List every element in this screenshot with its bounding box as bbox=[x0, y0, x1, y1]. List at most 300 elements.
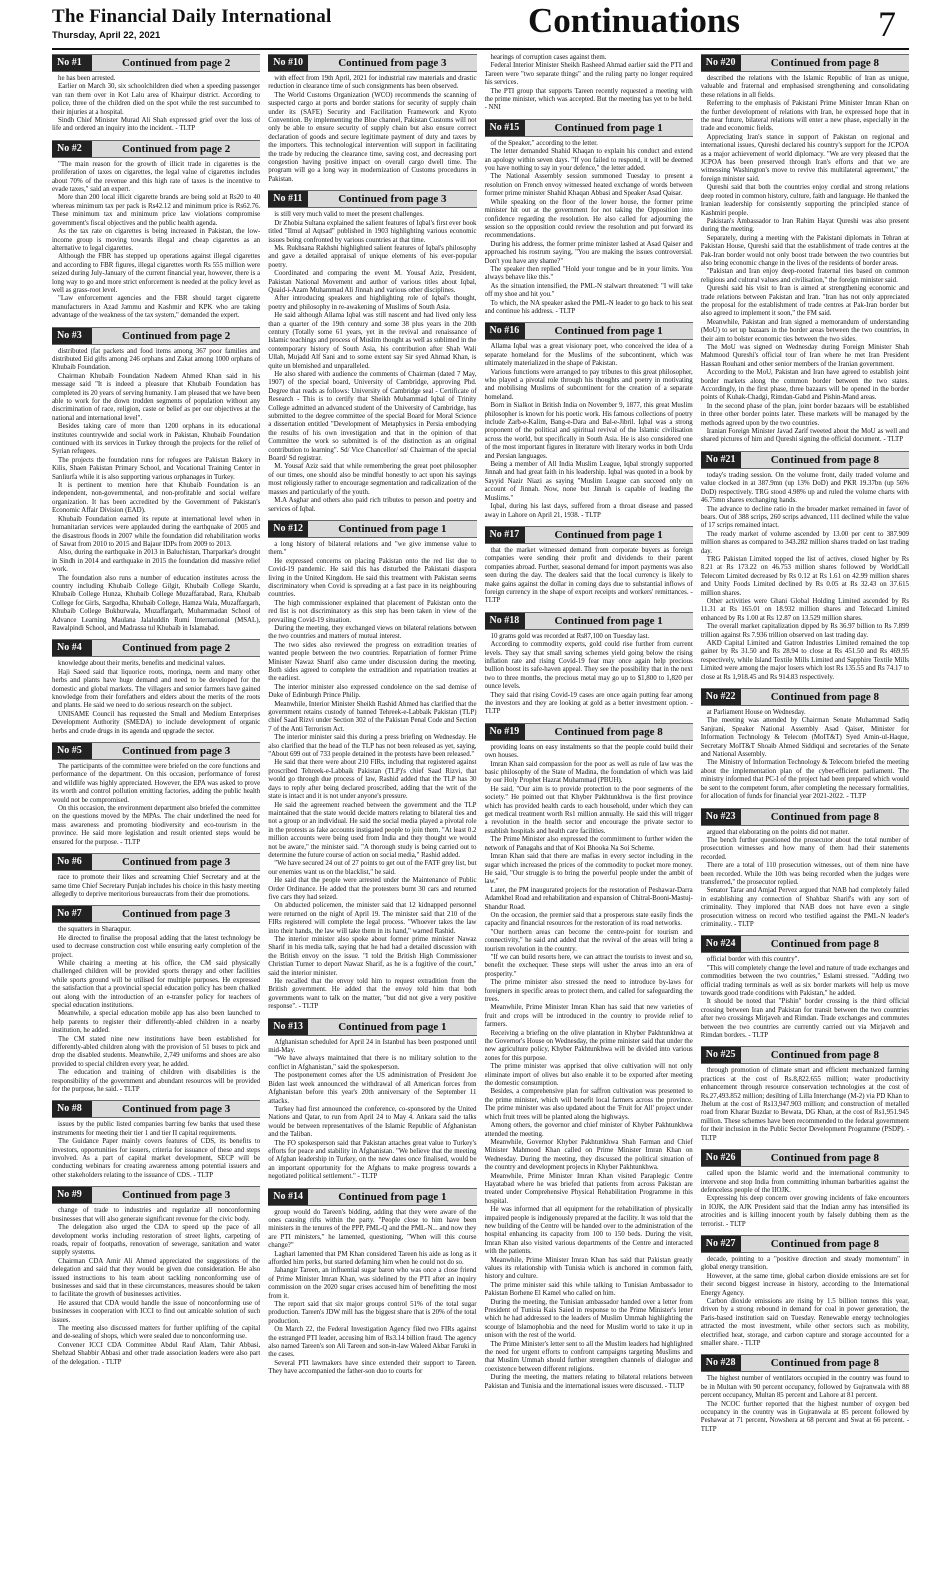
story-header bbox=[52, 853, 260, 871]
story-header bbox=[52, 905, 260, 923]
story bbox=[485, 526, 693, 606]
story-paragraph: It is pertinent to mention here that Khubaib Foundation is an independent, non-governmental, and non-profitable and social welfare organization. It has been accredited by the Government of Pakistan's Economic Affair Division (EAD). bbox=[52, 482, 261, 515]
story-paragraph: Expressing his deep concern over growing incidents of fake encounters in IOJK, the AJK President said that the Indian army has intensified its atrocities and is killing innocent youth by falsely dubbing them as the terrorist. - TLTP bbox=[700, 1195, 909, 1228]
story-title: Continued from page 1 bbox=[338, 1190, 447, 1203]
story-number: No #21 bbox=[701, 452, 741, 468]
story-header bbox=[701, 935, 909, 953]
story-header bbox=[485, 723, 693, 741]
story-number: No #6 bbox=[52, 854, 92, 870]
story-paragraph: Born in Sialkot in British India on November 9, 1877, this great Muslim philosopher is known for his poetic work. His famous collections of poetry include Zarb-e-Kalim, Bang-e-Dara and Bal-e-Jibril. Iqbal was a strong proponent of the political and spiritual revival of the Islamic civilisation across the world, but specifically in South Asia. He is also considered one of the most important figures in literature with literary works in both Urdu and Persian languages. bbox=[484, 402, 693, 460]
story-paragraph: Various functions were arranged to pay tributes to this great philosopher, who played a pivotal role through his thoughts and poetry in motivating and mobilising Muslims of subcontinent for the creation of a separate homeland. bbox=[484, 368, 693, 401]
story-body bbox=[268, 1039, 476, 1182]
story-body bbox=[485, 54, 693, 113]
story-title: Continued from page 3 bbox=[121, 856, 231, 869]
story-paragraph: Convener ICCI CDA Committee Abdul Rauf Alam, Tahir Abbasi, Shehzad Shabbir Abbasi and other trade association leaders were also part of the delegation. - TLTP bbox=[52, 1341, 261, 1366]
section-title: Continuations bbox=[528, 1, 741, 40]
story-paragraph: Meanwhile, Pakistan and Iran signed a memorandum of understanding (MoU) to set up bazaars in the border areas between the two countries, in their aim to bolster economic ties between the two sides. bbox=[700, 318, 909, 343]
story-title: Continued from page 8 bbox=[770, 810, 880, 823]
story bbox=[701, 935, 909, 1040]
story-paragraph: Afghanistan scheduled for April 24 in Istanbul has been postponed until mid-May. bbox=[268, 1038, 477, 1055]
story bbox=[52, 639, 260, 736]
story-paragraph: "We have secured 24 out of 27 points to get out of the FATF grey list, but our enemies want us on the blacklist," he said. bbox=[268, 860, 477, 876]
story-paragraph: hearings of corruption cases against them. bbox=[490, 54, 607, 61]
story bbox=[268, 520, 476, 1012]
story-paragraph: He said that the people were arrested under the Maintenance of Public Order Ordinance. He added that the protesters burnt 30 cars and returned five cars they had seized. bbox=[268, 877, 477, 901]
story-paragraph: official border with this country". bbox=[706, 956, 800, 964]
story-paragraph: He recalled that the envoy told him to request extradition from the British government. He added that the envoy told him that both governments want to talk on the matter, "but did not give a very positive response". - TLTP bbox=[268, 978, 477, 1011]
story-paragraph: Imran Khan said compassion for the poor as well as rule of law was the basic philosophy of the State of Madina, the foundation of which was laid by our Holy Prophet Hazrat Muhammad (PBUH). bbox=[484, 760, 693, 785]
story-paragraph: he has been arrested. bbox=[58, 75, 116, 82]
story bbox=[701, 1046, 909, 1143]
story bbox=[52, 54, 260, 134]
story-number: No #11 bbox=[268, 191, 308, 207]
story-paragraph: Meanwhile, Interior Minister Sheikh Rashid Ahmed has clarified that the government retains custody of banned Tehreek-e-Labbaik Pakistan (TLP) chief Saad Rizvi under Section 302 of the Pakistan Penal Code and Section 7 of the Anti Terrorism Act. bbox=[268, 700, 477, 733]
story-header bbox=[485, 119, 693, 137]
story-paragraph: Chairman CDA Amir Ali Ahmed appreciated the suggestions of the delegation and said that they would be given due consideration. He also issued instructions to his team about tackling nonconforming use of businesses and said that in these circumstances, measures should be taken to facilitate the growth of businesses activities. bbox=[52, 1257, 261, 1299]
story-paragraph: On this occasion, the environment department also briefed the committee on the questions moved by the MPAs. The chair underlined the need for mass awareness and promoting biodiversity and eco-tourism in the province. He said more legislation and result oriented steps would be ensured for the purpose. - TLTP bbox=[52, 805, 261, 846]
story-paragraph: distributed (fat packets and food items among 367 poor families and distributed Eid gifts among 246 orphans and Zakat among 1000 orphans of Khubaib Foundation. bbox=[52, 347, 261, 372]
story-title: Continued from page 2 bbox=[121, 642, 231, 655]
story-paragraph: Separately, during a meeting with the Pakistani diplomats in Tehran at Pakistan House, Qureshi said that the establishment of trade centres at the Pak-Iran border would not only boost trade between the two countries but also bring economic change in the lives of the residents of border areas. bbox=[700, 234, 909, 267]
story-body bbox=[701, 1375, 909, 1434]
story-paragraph: He was informed that all equipment for the rehabilitation of physically impaired people is indigenously prepared at the facility. It was told that the new building of the Centre will be handed over to the administration of the hospital enhancing its capacity from 100 to 150 beds. During the visit, Imran Khan also visited various departments of the Centre and interacted with the patients. bbox=[484, 1206, 693, 1256]
story-title: Continued from page 1 bbox=[554, 614, 663, 627]
story-title: Continued from page 2 bbox=[121, 142, 231, 155]
text-column bbox=[268, 54, 476, 1584]
story-paragraph: Imran Khan said that there are mafias in every sector including in the sugar which increased the prices of the commodity to pocket more money. He said, "Our struggle is to bring the powerful people under the ambit of law." bbox=[484, 853, 693, 886]
story bbox=[52, 853, 260, 899]
story-paragraph: According to commodity experts, gold could rise further from current levels. They say that small saving schemes yield going below the rising inflation rate and rising Covid-19 fear may once again help precious bullion boost its safe-haven appeal. They see the possibility that in the next two to three months, the precious metal may go up to $1,800 to 1,820 per ounce levels. bbox=[484, 641, 693, 691]
story-number: No #9 bbox=[52, 1187, 92, 1203]
story-paragraph: The interior minister also expressed condolence on the sad demise of Duke of Edinburgh Prince Philip. bbox=[268, 683, 477, 700]
story-paragraph: Meanwhile, Governor Khyber Pakhtunkhwa Shah Farman and Chief Minister Mahmood Khan called on Prime Minister Imran Khan on Wednesday. During the meeting, they discussed the political situation of the country and development projects in Khyber Pakhtunkhwa. bbox=[484, 1138, 693, 1172]
story-paragraph: Ms. Rukhsana Rakhshi highlighted salient features of Iqbal's philosophy and gave a detailed appraisal of unique elements of his ever-popular poetry. bbox=[268, 244, 477, 269]
story-paragraph: Meanwhile, Prime Minister Imran Khan has said that new varieties of fruit and crops will be introduced in the country to provide relief to farmers. bbox=[484, 1004, 693, 1029]
story-number: No #14 bbox=[268, 1189, 308, 1205]
story-title: Continued from page 3 bbox=[338, 57, 447, 69]
story bbox=[701, 54, 909, 445]
story-header bbox=[268, 1018, 476, 1036]
story-title: Continued from page 8 bbox=[770, 1152, 880, 1165]
story-body bbox=[701, 1256, 909, 1348]
story-paragraph: Although the FBR has stepped up operations against illegal cigarettes and according to FBR figures, illegal cigarettes worth Rs 555 million were seized during July-January of the current financial year, however, there is a long way to go and more strict enforcement is needed at the policy level as well as grass-root level. bbox=[52, 253, 261, 294]
story-paragraph: today's trading session. On the volume front, daily traded volume and value clocked in at 387.9mn (up 13% DoD) and PKR 19.37bn (up 56% DoD) respectively. TRG stood 4.98% up and ruled the volume charts with 46.75mn shares exchanging hands. bbox=[700, 471, 909, 505]
story-body bbox=[268, 541, 476, 1012]
story-paragraph: Laghari lamented that PM Khan considered Tareen his aide as long as it afforded him perks, but started defaming him when he could not do so. bbox=[268, 1250, 477, 1266]
story-header bbox=[52, 140, 260, 158]
story-title: Continued from page 1 bbox=[554, 325, 663, 338]
story-header bbox=[701, 451, 909, 469]
story-paragraph: Senator Tarar and Amjad Pervez argued that NAB had completely failed in establishing any connection of Shahbaz Sharif's with any sort of criminality. They implored that NAB does not have even a single prosecution witness on record who testified against the PML-N leader's criminality. - TLTP bbox=[700, 887, 909, 928]
story-paragraph: The delegation also urged the CDA to speed up the pace of all development works including restoration of street lights, carpeting of roads, repair of footpaths, renovation of sewerage, sanitation and water supply systems. bbox=[52, 1224, 261, 1257]
story-paragraph: issues by the public listed companies barring few banks that used these instruments for meeting their tier 1 and tier II capital requirements. bbox=[52, 1121, 261, 1137]
story-number: No #4 bbox=[52, 640, 92, 656]
story-paragraph: "Pakistan and Iran enjoy deep-rooted fraternal ties based on common religious and cultural values and civilisation," the foreign minister said. bbox=[700, 268, 909, 284]
story-paragraph: On March 22, the Federal Investigation Agency filed two FIRs against the estranged PTI leader, accusing him of Rs3.14 billion fraud. The agency also named Tareen's son Ali Tareen and son-in-law Waleed Akbar Faruki in the cases. bbox=[268, 1326, 477, 1359]
story-body bbox=[701, 709, 909, 801]
story bbox=[268, 54, 476, 184]
story-body bbox=[701, 75, 909, 445]
story-number: No #20 bbox=[701, 55, 741, 71]
story-paragraph: UNISAME Council has requested the Small and Medium Enterprises Development Authority (SMEDA) to include development of organic herbs and crude drugs in its agenda and upgrade the sector. bbox=[52, 710, 261, 735]
story-paragraph: "Law enforcement agencies and the FBR should target cigarette manufacturers in Azad Jammu and Kashmir and KPK who are taking advantage of the weakness of the tax system," demanded the expert. bbox=[52, 295, 261, 320]
story-body bbox=[52, 763, 260, 847]
story-paragraph: Meanwhile, a special education mobile app has also been launched to help parents to register their differently-abled children in a nearby institution, he added. bbox=[52, 1010, 261, 1035]
masthead bbox=[0, 0, 945, 50]
story-paragraph: providing loans on easy instalments so that the people could build their own houses. bbox=[484, 743, 693, 760]
story bbox=[52, 1186, 260, 1367]
story-paragraph: The education and training of children with disabilities is the responsibility of the government and abundant resources will be provided for the purpose, he said. - TLTP bbox=[52, 1069, 261, 1094]
story-paragraph: As the situation intensified, the PML-N stalwart threatened: "I will take off my shoe and hit you." bbox=[484, 282, 693, 299]
story bbox=[52, 327, 260, 634]
story-title: Continued from page 2 bbox=[121, 329, 231, 342]
story-paragraph: There are a total of 110 prosecution witnesses, out of them nine have been recorded. While the 10th was being recorded when the judges were transferred," the prosecutor replied. bbox=[700, 862, 909, 886]
story-header bbox=[268, 190, 476, 208]
story-paragraph: Later, the PM inaugurated projects for the restoration of Peshawar-Darra Adamkhel Road and rehabilitation and expansion of Chitral-Booni-Mastuj-Shandur Road. bbox=[484, 886, 693, 911]
story-paragraph: group would do Tareen's bidding, adding that they were aware of the ones causing rifts within the party. "People close to him have been ministers in the tenures of the PPP, PML-Q and the PML-N... and now they are PTI ministers," he lamented, questioning, "When will this course change?" bbox=[268, 1208, 477, 1250]
story-title: Continued from page 8 bbox=[770, 57, 880, 69]
story bbox=[701, 808, 909, 930]
story-paragraph: the squatters in Sharaqpur. bbox=[58, 926, 132, 934]
story-paragraph: During his address, the former prime minister lashed at Asad Qaiser and approached his rostrum saying, "You are making the issues controversial. Don't you have any shame?" bbox=[484, 240, 693, 265]
story-paragraph: Allama Iqbal was a great visionary poet, who conceived the idea of a separate homeland for the Muslims of the subcontinent, which was ultimately materialized in the shape of Pakistan. bbox=[484, 343, 693, 368]
story-paragraph: Qureshi said that both the countries enjoy cordial and strong relations deep rooted in common history, culture, faith and language. He thanked the Iranian leadership for consistently supporting the principled stance of Kashmiri people. bbox=[700, 184, 909, 217]
story-number: No #10 bbox=[268, 55, 308, 71]
story-paragraph: Several PTI lawmakers have since extended their support to Tareen. They have accompanied the father-son duo to courts for bbox=[268, 1359, 477, 1376]
story-paragraph: The World Customs Organization (WCO) recommends the scanning of suspected cargo at ports and border stations for security of supply chain under its (SAFE) Security and Facilitation Framework and Kyoto Convention. By implementing the Blue channel, Pakistan Customs will not only be able to ensure security of supply chain but also ensure correct declaration of goods and secure legitimate payment of duty and taxes by the importers. This technological intervention will support in facilitating the trade by reducing the clearance time, saving cost, and decreasing port congestion having positive impact on overall cargo dwell time. The program will go a long way in modernization of Customs procedures in Pakistan. bbox=[268, 91, 477, 183]
story bbox=[485, 612, 693, 717]
story-paragraph: Besides taking care of more than 1200 orphans in its educational institutes countrywide and social work in Pakistan, Khubaib Foundation continued with its services in Turkey through the projects for the relief of Syrian refugees. bbox=[52, 423, 261, 456]
story-paragraph: The high commissioner explained that placement of Pakistan onto the red list is not discriminatory as this step has been taken in view of the prevailing Covid-19 situation. bbox=[268, 599, 477, 624]
story-paragraph: Pakistan's Ambassador to Iran Rahim Hayat Qureshi was also present during the meeting. bbox=[700, 217, 909, 234]
story-paragraph: Chairman Khubaib Foundation Nadeem Ahmed Khan said in his message said "It is indeed a pleasure that Khubaib Foundation has completed its 20 years of serving humanity. I am pleased that we have been able to work for the down trodden segments of population without any discrimination of race, religion, caste or belief as per our objectives at the national and international level". bbox=[52, 372, 261, 422]
story-header bbox=[52, 54, 260, 72]
story-title: Continued from page 8 bbox=[770, 453, 880, 466]
story-header bbox=[268, 1188, 476, 1206]
story-paragraph: Iranian Foreign Minister Javad Zarif tweeted about the MoU as well and shared pictures of him and Qureshi signing the official document. - TLTP bbox=[700, 428, 909, 444]
story-paragraph: is still very much valid to meet the present challenges. bbox=[274, 211, 424, 219]
story-body bbox=[268, 75, 476, 184]
story-paragraph: The CM stated nine new institutions have been established for differently-abled children along with the provision of 51 buses to pick and drop the disabled students. Meanwhile, 2,749 uniforms and shoes are also provided to special children every year, he added. bbox=[52, 1035, 261, 1068]
story-paragraph: Federal Interior Minister Sheikh Rasheed Ahmad earlier said the PTI and Tareen were "two separate things" and the ruling party no longer required his services. bbox=[484, 62, 693, 87]
story-body bbox=[268, 211, 476, 514]
story-paragraph: The NCOC further reported that the highest number of oxygen bed occupancy in the country was in Gujranwala at 85 percent followed by Peshawar at 71 percent, Nowshera at 68 percent and Swat at 66 percent. - TLTP bbox=[700, 1400, 909, 1433]
story-paragraph: knowledge about their merits, benefits and medicinal values. bbox=[58, 660, 226, 668]
story-paragraph: To which, the NA speaker asked the PML-N leader to go back to his seat and continue his address. - TLTP bbox=[484, 299, 693, 315]
story-number: No #13 bbox=[268, 1019, 308, 1035]
masthead-rule bbox=[52, 48, 909, 50]
story-header bbox=[701, 808, 909, 826]
story-paragraph: More than 200 local illicit cigarette brands are being sold at Rs20 to 40 whereas minimum tax per pack is Rs42.12 and minimum price is Rs62.76. These minimum tax and minimum price law violations compromise government's fiscal objectives and the public health agenda. bbox=[52, 194, 261, 227]
story-paragraph: The letter demanded Shahid Khaqan to explain his conduct and extend an apology within seven days. "If you failed to respond, it will be deemed you have nothing to say in your defence," the letter added. bbox=[484, 148, 693, 173]
story-header bbox=[485, 612, 693, 630]
story-title: Continued from page 8 bbox=[770, 1049, 880, 1062]
story bbox=[485, 322, 693, 520]
story-paragraph: called upon the Islamic world and the international community to intervene and stop India from committing inhuman barbarities against the defenceless people of the IIOJK. bbox=[700, 1170, 909, 1194]
story-paragraph: Also, during the earthquake in 2013 in Baluchistan, Tharparkar's drought in Sindh in 2014 and earthquake in 2015 the foundation did massive relief work. bbox=[52, 549, 261, 574]
story-title: Continued from page 3 bbox=[121, 1103, 231, 1116]
story-number: No #26 bbox=[701, 1150, 741, 1166]
story-number: No #2 bbox=[52, 141, 92, 157]
story-paragraph: "We have always maintained that there is no military solution to the conflict in Afghanistan," said the spokesperson. bbox=[268, 1055, 477, 1071]
story-body bbox=[485, 140, 693, 317]
story-body bbox=[701, 1067, 909, 1143]
story-paragraph: TRG Pakistan Limited topped the list of actives, closed higher by Rs 8.21 at Rs 173.22 on 46.753 million shares followed by WorldCall Telecom Limited decreased by Rs 0.12 at Rs 1.61 on 42.99 million shares and Unity Foods Limited declined by Rs 0.05 at Rs 32.43 on 37.615 million shares. bbox=[700, 555, 909, 597]
story-paragraph: Haji Saeed said that liquorice roots, moringa, neem and many other herbs and plants have huge demand and need to be developed for the domestic and global markets. The villagers and senior farmers have gained knowledge from their forefathers and elders about the merits of the roots and plants. He said we need to do serious research on the subject. bbox=[52, 668, 261, 710]
story-body bbox=[52, 75, 260, 134]
story-paragraph: Meanwhile, Prime Minister Imran Khan visited Paraplegic Centre Hayatabad where he was briefed that patients from across Pakistan are treated under Comprehensive Physical Rehabilitation Programme in this hospital. bbox=[484, 1172, 693, 1205]
story-paragraph: The prime minister was apprised that olive cultivation will not only eliminate import of olives but also enable it to be exported after meeting the domestic consumption. bbox=[484, 1063, 693, 1088]
story bbox=[701, 1354, 909, 1434]
story-paragraph: The postponement comes after the US administration of President Joe Biden last week announced the withdrawal of all American forces from Afghanistan before this year's 20th anniversary of the September 11 attacks. bbox=[268, 1072, 477, 1105]
story-paragraph: The Prime Minister's letter sent to all the Muslim leaders had highlighted the need for urgent efforts to confront campaigns targeting Muslims and that Muslim Ummah should further strengthen channels of dialogue and coexistence between different religions. bbox=[484, 1340, 693, 1373]
story-paragraph: The report said that six major groups control 51% of the total sugar production. Tareen's JDW mill has the biggest share that is 20% of the total production. bbox=[268, 1301, 477, 1325]
story-paragraph: The highest number of ventilators occupied in the country was found to be in Multan with 90 percent occupancy, followed by Gujranwala with 88 percent occupancy, Multan 85 percent and Lahore at 81 percent. bbox=[700, 1375, 909, 1400]
page-number: 7 bbox=[878, 4, 896, 44]
story-body bbox=[268, 1209, 476, 1377]
story-header bbox=[701, 1149, 909, 1167]
article-columns bbox=[52, 54, 909, 1584]
story bbox=[52, 1100, 260, 1180]
story-title: Continued from page 3 bbox=[121, 1189, 231, 1202]
story-paragraph: The interior minister also spoke about former prime minister Nawaz Sharif in his media talk, saying that he had had a detailed discussion with the British envoy on the issue. "I told the British High Commissioner Christian Turner to deport Nawaz Sharif, as he is a fugitive of the court," said the interior minister. bbox=[268, 936, 477, 977]
story-paragraph: The projects the foundation runs for refugees are Pakistan Bakery in Kilis, Shaen Pakistan Primary School, and Vocational Training Center in Sanliurfa while it is also supporting various orphanages in Turkey. bbox=[52, 456, 261, 481]
story-paragraph: Turkey had first announced the conference, co-sponsored by the United Nations and Qatar, to run from April 24 to May 4. Ankara said the talks would be between representatives of the Islamic Republic of Afghanistan and the Taliban. bbox=[268, 1105, 477, 1139]
story-paragraph: On the occasion, the premier said that a prosperous state easily finds the capacity and financial resources for the restoration of its road networks. bbox=[484, 911, 693, 928]
story-title: Continued from page 1 bbox=[554, 528, 663, 541]
story-paragraph: During the meeting, the matters relating to bilateral relations between Pakistan and Tunisia and the international issues were discussed. - TLTP bbox=[484, 1374, 693, 1390]
story-title: Continued from page 8 bbox=[770, 938, 880, 951]
story-paragraph: described the relations with the Islamic Republic of Iran as unique, valuable and fraternal and emphasised strengthening and consolidating these relations in all fields. bbox=[700, 75, 909, 99]
story-body bbox=[485, 343, 693, 520]
story-paragraph: The meeting also discussed matters for further uplifting of the capital and de-sealing of shops, which were sealed due to nonconforming use. bbox=[52, 1324, 261, 1341]
story-title: Continued from page 1 bbox=[338, 1020, 447, 1033]
story-number: No #15 bbox=[485, 120, 525, 136]
story-paragraph: While chairing a meeting at his office, the CM said physically challenged children will be provided sports therapy and other facilities while sports ground will be utilised for multiple purposes. He expressed the satisfaction that a provincial special education policy has been chalked out along with the introduction of an e-transfer policy for teachers of special education institutions. bbox=[52, 959, 261, 1009]
story-paragraph: Earlier on March 30, six schoolchildren died when a speeding passenger van ran them over in Kot Lalu area of Khairpur district. According to police, three of the children died on the spot while the rest succumbed to their injuries at a hospital. bbox=[52, 83, 261, 116]
story-header bbox=[701, 1235, 909, 1253]
masthead-left bbox=[52, 6, 412, 42]
story bbox=[701, 688, 909, 801]
story bbox=[52, 742, 260, 847]
story-paragraph: Among others, the governor and chief minister of Khyber Pakhtunkhwa attended the meeting. bbox=[484, 1122, 693, 1138]
story-paragraph: The participants of the committee were briefed on the core functions and performance of the department. On this occasion, performance of forest and wildlife was highly appreciated. However, the EPA was asked to prove its worth and control pollution emitting factories, adding the public health would not be compromised. bbox=[52, 763, 261, 804]
story-number: No #3 bbox=[52, 328, 92, 344]
story-header bbox=[485, 322, 693, 340]
story-header bbox=[268, 54, 476, 72]
story-paragraph: Jahangir Tareen, an influential sugar baron who was once a close friend of Prime Minister Imran Khan, was sidelined by the PTI after an inquiry commission on the 2020 sugar crises accused him of benefitting the most from it. bbox=[268, 1267, 477, 1300]
story bbox=[485, 119, 693, 317]
story-paragraph: The Ministry of Information Technology & Telecom briefed the meeting about the implementation plan of the cyber-efficient parliament. The ministry informed that PC-I of the project had been prepared which would be sent to the competent forum, after completing the necessary formalities, for allocation of funds for financial year 2021-2022. - TLTP bbox=[700, 759, 909, 801]
story-paragraph: The prime minister also stressed the need to introduce by-laws for foreigners in specific areas to protect them, and called for safeguarding the trees. bbox=[484, 979, 693, 1003]
story-body bbox=[52, 926, 260, 1094]
story-paragraph: race to promote their likes and screaming Chief Secretary and at the same time Chief Secretary Punjab includes his choice in this hasty meeting allegedly to deprive meritorious bureaucrats from their due promotions. bbox=[52, 874, 261, 898]
story-paragraph: 10 grams gold was recorded at Rs87,100 on Tuesday last. bbox=[490, 632, 650, 640]
story-paragraph: Iqbal, during his last days, suffered from a throat disease and passed away in Lahore on April 21, 1938. - TLTP bbox=[484, 503, 693, 519]
story-paragraph: with effect from 19th April, 2021 for industrial raw materials and drastic reduction in clearance time of such consignments has been observed. bbox=[268, 75, 477, 91]
story-paragraph: He directed to finalise the proposal adding that the latest technology be used to decrease construction cost while ensuring early completion of the project. bbox=[52, 934, 261, 959]
story-paragraph: The two sides also reviewed the progress on extradition treaties of wanted people between the two countries. Repatriation of former Prime Minister Nawaz Sharif also came under discussion during the meeting. Both sides agreed to complete the extradition and repatriation treaties at the earliest. bbox=[268, 641, 477, 683]
story-paragraph: However, at the same time, global carbon dioxide emissions are set for their second biggest increase in history, according to the International Energy Agency. bbox=[700, 1272, 909, 1297]
story-paragraph: On abducted policemen, the minister said that 12 kidnapped personnel were returned on the night of April 19. The minister said that 210 of the FIRs registered will complete the legal process. "Whoever takes the law into their hands, the law will take them in its hand," warned Rashid. bbox=[268, 902, 477, 935]
story-header bbox=[52, 742, 260, 760]
story bbox=[52, 905, 260, 1094]
story bbox=[701, 1149, 909, 1229]
story bbox=[268, 1188, 476, 1377]
story-number: No #27 bbox=[701, 1236, 741, 1252]
story-header bbox=[52, 1186, 260, 1204]
story-paragraph: that the market witnessed demand from corporate buyers as foreign companies were sending their profit and dividends to their parent companies abroad. Further, seasonal demand for import payments was also seen during the day. The dealers said that the local currency is likely to make gains against the dollar in coming days due to substantial inflows of foreign currency in the shape of export receipts and workers' remittances. - TLTP bbox=[484, 546, 693, 605]
story-paragraph: While speaking on the floor of the lower house, the former prime minister hit out at the government for not taking the Opposition into confidence regarding the resolution. He also called for adjourning the session so the opposition could review the resolution and put forward its recommendations. bbox=[484, 198, 693, 240]
story-paragraph: He expressed concerns on placing Pakistan onto the red list due to Covid-19 pandemic. He said this has disturbed the Pakistani diaspora living in the United Kingdom. He said this treatment with Pakistan seems discriminatory when Covid is spreading at a fast pace in its neighbouring countries. bbox=[268, 557, 477, 599]
story-paragraph: a long history of bilateral relations and "we give immense value to them." bbox=[268, 540, 477, 557]
text-column bbox=[701, 54, 909, 1584]
story-paragraph: M. Yousaf Aziz said that while remembering the great poet philosopher of our times, one should also be mindful honestly to act upon his sayings most religiously rather to encourage segmentation and radicalization of the masses and particularly of the youth. bbox=[268, 463, 477, 496]
story-paragraph: The interior minister said this during a press briefing on Wednesday. He also clarified that the head of the TLP has not been released as yet, saying, "About 699 out of 733 people detained in the protests have been released." bbox=[268, 734, 477, 759]
story bbox=[485, 723, 693, 1391]
story-paragraph: "Our northern areas can become the centre-point for tourism and connectivity," he said and added that the revival of the areas will bring a tourism revolution in the country. bbox=[484, 928, 693, 953]
story-number: No #25 bbox=[701, 1047, 741, 1063]
issue-date: Thursday, April 22, 2021 bbox=[52, 30, 161, 41]
story-paragraph: Referring to the emphasis of Pakistani Prime Minister Imran Khan on the further development of relations with Iran, he expressed hope that in the near future, bilateral relations will enter a new phase, especially in the trade and economic fields. bbox=[700, 100, 909, 133]
story-number: No #23 bbox=[701, 809, 741, 825]
story-body bbox=[701, 472, 909, 682]
story-header bbox=[701, 688, 909, 706]
story-paragraph: of the Speaker," according to the letter. bbox=[490, 139, 598, 147]
story-title: Continued from page 1 bbox=[338, 522, 447, 535]
story-paragraph: According to the MoU, Pakistan and Iran have agreed to establish joint border markets along the common border between the two states. Accordingly, in the first phase, three bazaars will be opened in the border points of Kuhak-Chadgi, Rimdan-Gabd and Pishin-Mand areas. bbox=[700, 369, 909, 402]
story-paragraph: He also shared with audience the comments of Chairman (dated 7 May, 1907) of the special board, University of Cambridge, approving Phd. Degree that reads as follows: University of Cambridge seal - Certificate of Research - This is to certify that Sheikh Muhammad Iqbal of Trinity College admitted an advanced student of the University of Cambridge, has submitted to the degree committee of the special Board for Moral Science a dissertation entitled "Development of Metaphysics in Persia embodying the results of his own investigation and that in the opinion of that Committee the work so submitted is of the distinction as an original contribution to learning". Sd/ Vice Chancellor/ sd/ Chairman of the special Board/ Sd registrar. bbox=[268, 371, 477, 463]
story-header bbox=[701, 1354, 909, 1372]
story-paragraph: "This will completely change the level and nature of trade exchanges and commodities between the two countries," Eslami stressed. "Adding two official trading terminals as well as six border markets will help us move towards good trade conditions with Pakistan," he added. bbox=[700, 964, 909, 997]
story-number: No #28 bbox=[701, 1355, 741, 1371]
story-body bbox=[701, 1170, 909, 1229]
story-paragraph: AKD Capital Limited and Gatron Industries Limited remained the top gainer by Rs 31.50 and Rs 28.94 to close at Rs 451.50 and Rs 469.95 respectively, while Island Textile Mills Limited and Sapphire Textile Mills Limited were among the major losers which lost Rs 135.55 and Rs 74.17 to close at Rs 1,918.45 and Rs 914.83 respectively. bbox=[700, 640, 909, 681]
story-body bbox=[485, 633, 693, 717]
story-number: No #16 bbox=[485, 323, 525, 339]
story-paragraph: The prime minister said this while talking to Tunisian Ambassador to Pakistan Borhene El Kamel who called on him. bbox=[484, 1281, 693, 1298]
text-column bbox=[52, 54, 260, 1584]
story-paragraph: It should be noted that "Pishin" border crossing is the third official crossing between Iran and Pakistan for transit between the two countries after two crossings Mirjaveh and Rimdan. Trade exchanges and commutes between the two countries are currently carried out via Mirjaveh and Rimdan borders. - TLTP bbox=[700, 998, 909, 1040]
story-body bbox=[485, 547, 693, 606]
story-number: No #5 bbox=[52, 743, 92, 759]
story-paragraph: through promotion of climate smart and efficient mechanized farming practices at the cost of Rs.8,822.655 million; water productivity enhancement through resource conservation technologies at the cost of Rs.27,493.852 million; desilting of Lilla Interchange (M-2) via PD Khan to Jhelum at the cost of Rs13,947.903 million; and construction of metalled road from Kharar Buzdar to Bewata, DG Khan, at the cost of Rs1,951.945 million. These schemes have been recommended to the federal government for their inclusion in the Public Sector Development Programme (PSDP). - TLTP bbox=[700, 1067, 909, 1142]
story-header bbox=[52, 1100, 260, 1118]
story-header bbox=[701, 1046, 909, 1064]
story-number: No #12 bbox=[268, 521, 308, 537]
story-paragraph: Sindh Chief Minister Murad Ali Shah expressed grief over the loss of life and ordered an inquiry into the incident. - TLTP bbox=[52, 117, 261, 133]
story-paragraph: He said, "Our aim is to provide protection to the poor segments of the society." He pointed out that Khyber Pakhtunkhwa is the first province which has provided health cards to each household, under which they can get medical treatment worth Rs1 million annually. He said this will trigger a revolution in the health sector and encourage the private sector to establish hospitals and health care facilities. bbox=[484, 785, 693, 835]
story-paragraph: Being a member of All India Muslim League, Iqbal strongly supported Jinnah and had great faith in his leadership. Iqbal was quoted in a book by Sayyid Nazir Niazi as saying "Muslim League can succeed only on account of Jinnah. Now, none but Jinnah is capable of leading the Muslims." bbox=[484, 461, 693, 502]
story-number: No #8 bbox=[52, 1101, 92, 1117]
story-body bbox=[52, 1121, 260, 1180]
story-body bbox=[52, 161, 260, 321]
story bbox=[268, 1018, 476, 1182]
story-paragraph: He said although Allama Iqbal was still nascent and had lived only less than a quarter of the 19th century and some 38 plus years in the 20th century (Totally some 61 years, yet in the revival and renaissance of Islamic teachings and process of Muslim thought as well as sublimed in the contemporary history of South Asia, his contribution after Shah Wali Ullah, Mujadd Alf Sani and to some extent say Sir syed Ahmad Khan, is quite un blemished and unparalleled. bbox=[268, 312, 477, 370]
story-paragraph: He said the agreement reached between the government and the TLP maintained that the state would decide matters relating to bilateral ties and not a group or an individual. He said the social media played a pivotal role in the protests as fake accounts instigated people to join them. "At least 0.2 million accounts were being used from India and they thought we would not be aware," the minister said. "A thorough study is being carried out to determine the future course of action on social media," Rashid added. bbox=[268, 801, 477, 859]
story-number: No #24 bbox=[701, 936, 741, 952]
story-body bbox=[701, 956, 909, 1040]
story-number: No #1 bbox=[52, 55, 92, 71]
story bbox=[268, 190, 476, 514]
story-paragraph: argued that elaborating on the points did not matter. bbox=[706, 828, 850, 836]
story-paragraph: M.A Asghar and others also paid rich tributes to person and poetry and services of Iqbal. bbox=[268, 497, 477, 513]
story-paragraph: The FO spokesperson said that Pakistan attaches great value to Turkey's efforts for peace and stability in Afghanistan. "We believe that the meeting of Afghan leadership in Turkey, on the new dates once finalised, would be an important opportunity for the Afghans to make progress towards a negotiated political settlement." - TLTP bbox=[268, 1139, 477, 1181]
story-header bbox=[485, 526, 693, 544]
story-paragraph: Meanwhile, Prime Minister Imran Khan has said that Pakistan greatly values its relationship with Tunisia which is anchored in common faith, history and culture. bbox=[484, 1256, 693, 1281]
story-paragraph: They said that rising Covid-19 cases are once again putting fear among the investors and they are looking at gold as a better investment option. - TLTP bbox=[484, 691, 693, 716]
story-body bbox=[52, 660, 260, 736]
story-paragraph: He said that there were about 210 FIRs, including that registered against proscribed Tehreek-e-Labbaik Pakistan (TLP)'s chief Saad Rizvi, that would go through due process of law, Rashid added that the TLP has 30 days to reply after being declared proscribed, adding that the writ of the state is intact and it is not under anyone's pressure. bbox=[268, 759, 477, 801]
story-paragraph: change of trade to industries and regularize all nonconforming businesses that will also generate significant revenue for the civic body. bbox=[52, 1207, 261, 1223]
story-paragraph: Qureshi said his visit to Iran is aimed at strengthening economic and trade relations between Pakistan and Iran. "Iran has not only appreciated the proposal for the establishment of trade centres at Pak-Iran border but also agreed to implement it soon," the FM said. bbox=[700, 285, 909, 318]
story-paragraph: Appreciating Iran's stance in support of Pakistan on regional and international issues, Qureshi declared his country's support for the JCPOA as a major achievement of world diplomacy. "We are very pleased that the JCPOA has been preserved through Iran's efforts and that we are witnessing Washington's move to revive this multilateral agreement," the foreign minister said. bbox=[700, 133, 909, 183]
story-body bbox=[701, 829, 909, 930]
story-paragraph: decade, pointing to a "positive direction and steady momentum" in global energy transition. bbox=[700, 1255, 909, 1272]
story-number: No #19 bbox=[485, 724, 525, 740]
story-title: Continued from page 8 bbox=[770, 1237, 880, 1250]
story-paragraph: "The main reason for the growth of illicit trade in cigarettes is the proliferation of taxes on cigarettes, the legal value of cigarettes includes about 70% of the revenue and this high rate of taxes is the incentive to evade taxes," said an expert. bbox=[52, 160, 261, 194]
story-header bbox=[52, 327, 260, 345]
story-title: Continued from page 2 bbox=[121, 57, 231, 69]
story-paragraph: Khubaib Foundation earned its repute at international level when in humanitarian services were applauded during the earthquake of 2005 and the disastrous floods in 2007 while the foundation did rehabilitation works of Sawat from 2010 to 2015 and Bajaur IDPs from 2009 to 2013. bbox=[52, 515, 261, 548]
paper-name: The Financial Daily International bbox=[52, 6, 332, 27]
story-number: No #22 bbox=[701, 689, 741, 705]
story-paragraph: Carbon dioxide emissions are rising by 1.5 billion tonnes this year, driven by a strong rebound in demand for coal in power generation, the Paris-based institution said on Tuesday. Renewable energy technologies attracted the most investment, while other sectors such as mobility, electrified heat, storage, and carbon capture and storage accounted for a smaller share. - TLTP bbox=[700, 1297, 909, 1347]
story bbox=[701, 451, 909, 682]
story-title: Continued from page 3 bbox=[121, 908, 231, 921]
text-column bbox=[485, 54, 693, 1584]
story bbox=[52, 140, 260, 321]
story-paragraph: Dr Zhobia Sultana explained the salient features of Iqbal's first ever book titled "Ilmul al Aqtsad" published in 1903 highlighting various economic issues being confronted by various countries at that time. bbox=[268, 219, 477, 244]
story-title: Continued from page 3 bbox=[121, 745, 231, 758]
story-paragraph: During the meeting, the Tunisian ambassador handed over a letter from President of Tunisia Kais Saied in response to the Prime Minister's letter which he had addressed to the leaders of Muslim Ummah highlighting the scourge of Islamophobia and the need for Muslim world to take it up in unison with the rest of the world. bbox=[484, 1298, 693, 1340]
story-paragraph: The National Assembly session summoned Tuesday to present a resolution on French envoy witnessed heated exchange of words between former prime minister Shahid Khaqan Abbasi and Speaker Asad Qaisar. bbox=[484, 173, 693, 198]
story-number: No #18 bbox=[485, 613, 525, 629]
story-title: Continued from page 3 bbox=[338, 193, 447, 206]
story-paragraph: Besides, a comprehensive plan for saffron cultivation was presented to the prime minister, which will benefit local farmers across the province. The prime minister was also updated about the 'Fruit for All' project under which fruit trees will be planted along the highways. bbox=[484, 1088, 693, 1121]
story-body bbox=[52, 348, 260, 634]
story-header bbox=[52, 639, 260, 657]
story-paragraph: The meeting was attended by Chairman Senate Muhammad Sadiq Sanjrani, Speaker National Assembly Asad Qaiser, Minister for Information Technology & Telecom (MoIT&T) Syed Amin-ul-Haque, Secretary MoIT&T Shoaib Ahmed Siddiqui and secretaries of the Senate and National Assembly. bbox=[700, 717, 909, 759]
story-paragraph: The Prime Minister also expressed the commitment to further widen the network of Panagahs and that of Koi Bhooka Na Soi Scheme. bbox=[484, 836, 693, 852]
story-paragraph: He assured that CDA would handle the issue of nonconforming use of businesses in cooperation with ICCI to find out amicable solution of such issues. bbox=[52, 1299, 261, 1324]
story-paragraph: During the meeting, they exchanged views on bilateral relations between the two countries and matters of mutual interest. bbox=[268, 624, 477, 641]
story bbox=[701, 1235, 909, 1348]
story-number: No #17 bbox=[485, 527, 525, 543]
story-title: Continued from page 8 bbox=[770, 1357, 880, 1370]
story-title: Continued from page 8 bbox=[554, 725, 663, 738]
story-title: Continued from page 8 bbox=[770, 691, 880, 704]
story-paragraph: In the second phase of the plan, joint border bazaars will be established in three other border points later. These markets will be managed by the methods agreed upon by the two countries. bbox=[700, 402, 909, 427]
story-body bbox=[52, 874, 260, 899]
story-header bbox=[268, 520, 476, 538]
story-paragraph: The bench further questioned the prosecutor about the total number of prosecution witnesses and how many of them had their statements recorded. bbox=[700, 836, 909, 861]
story-paragraph: The PTI group that supports Tareen recently requested a meeting with the prime minister, which was accepted. But the meeting has yet to be held. - NNI bbox=[484, 87, 693, 112]
story-paragraph: The foundation also runs a number of education institutes across the country including Khubaib College Gilgit, Khubaib College Skardu, Khubaib College Hunza, Khubaib College Muzaffarabad, Rara, Khubaib College for Girls, Sargodha, Khubaib College, Hamza Wala, Muzaffargarh, Khubaib College Bukhurwala, Muzaffargarh, Muhammadan School of Advance Learning Maulana Jalaluddin Rumi International (MSAL), Rawalpindi School, and Madrassa tul Khubaib in Islamabad. bbox=[52, 574, 261, 632]
story-paragraph: The speaker then replied "Hold your tongue and be in your limits. You always behave like this." bbox=[484, 265, 693, 282]
story-paragraph: Receiving a briefing on the olive plantation in Khyber Pakhtunkhwa at the Governor's House on Wednesday, the prime minister said that under the new agriculture policy, Khyber Pakhtunkhwa will be divided into various zones for this purpose. bbox=[484, 1029, 693, 1062]
story bbox=[485, 54, 693, 113]
story-paragraph: After introducing speakers and highlighting role of Iqbal's thought, poetry and philosophy in re-awakening of Muslims of South Asia. bbox=[268, 295, 477, 311]
story-paragraph: Other activities were Ghani Global Holding Limited ascended by Rs 11.31 at Rs 165.01 on 18.932 million shares and Telecard Limited enhanced by Rs 1.00 at Rs 12.87 on 13.529 million shares. bbox=[700, 597, 909, 622]
story-number: No #7 bbox=[52, 906, 92, 922]
story-paragraph: The advance to decline ratio in the broader market remained in favor of bears. Out of 388 scrips, 260 scrips advanced, 111 declined while the value of 17 scrips remained intact. bbox=[700, 505, 909, 530]
story-paragraph: The overall market capitalization dipped by Rs 36.97 billion to Rs 7.899 trillion against Rs 7.936 trillion observed on last trading day. bbox=[700, 623, 909, 639]
story-paragraph: Coordinated and comparing the event M. Yousaf Aziz, President, Pakistan National Movement and author of various titles about Iqbal, Quaid-i-Azam Muhammad Ali Jinnah and various other disciplines. bbox=[268, 270, 477, 294]
story-paragraph: As the tax rate on cigarettes is being increased in Pakistan, the low-income group is moving towards illegal and cheap cigarettes as an alternative to legal cigarettes. bbox=[52, 228, 261, 252]
story-paragraph: "If we can build resorts here, we can attract the tourists to invest and so, benefit the exchequer. These steps will usher the areas into an era of prosperity." bbox=[484, 953, 693, 978]
